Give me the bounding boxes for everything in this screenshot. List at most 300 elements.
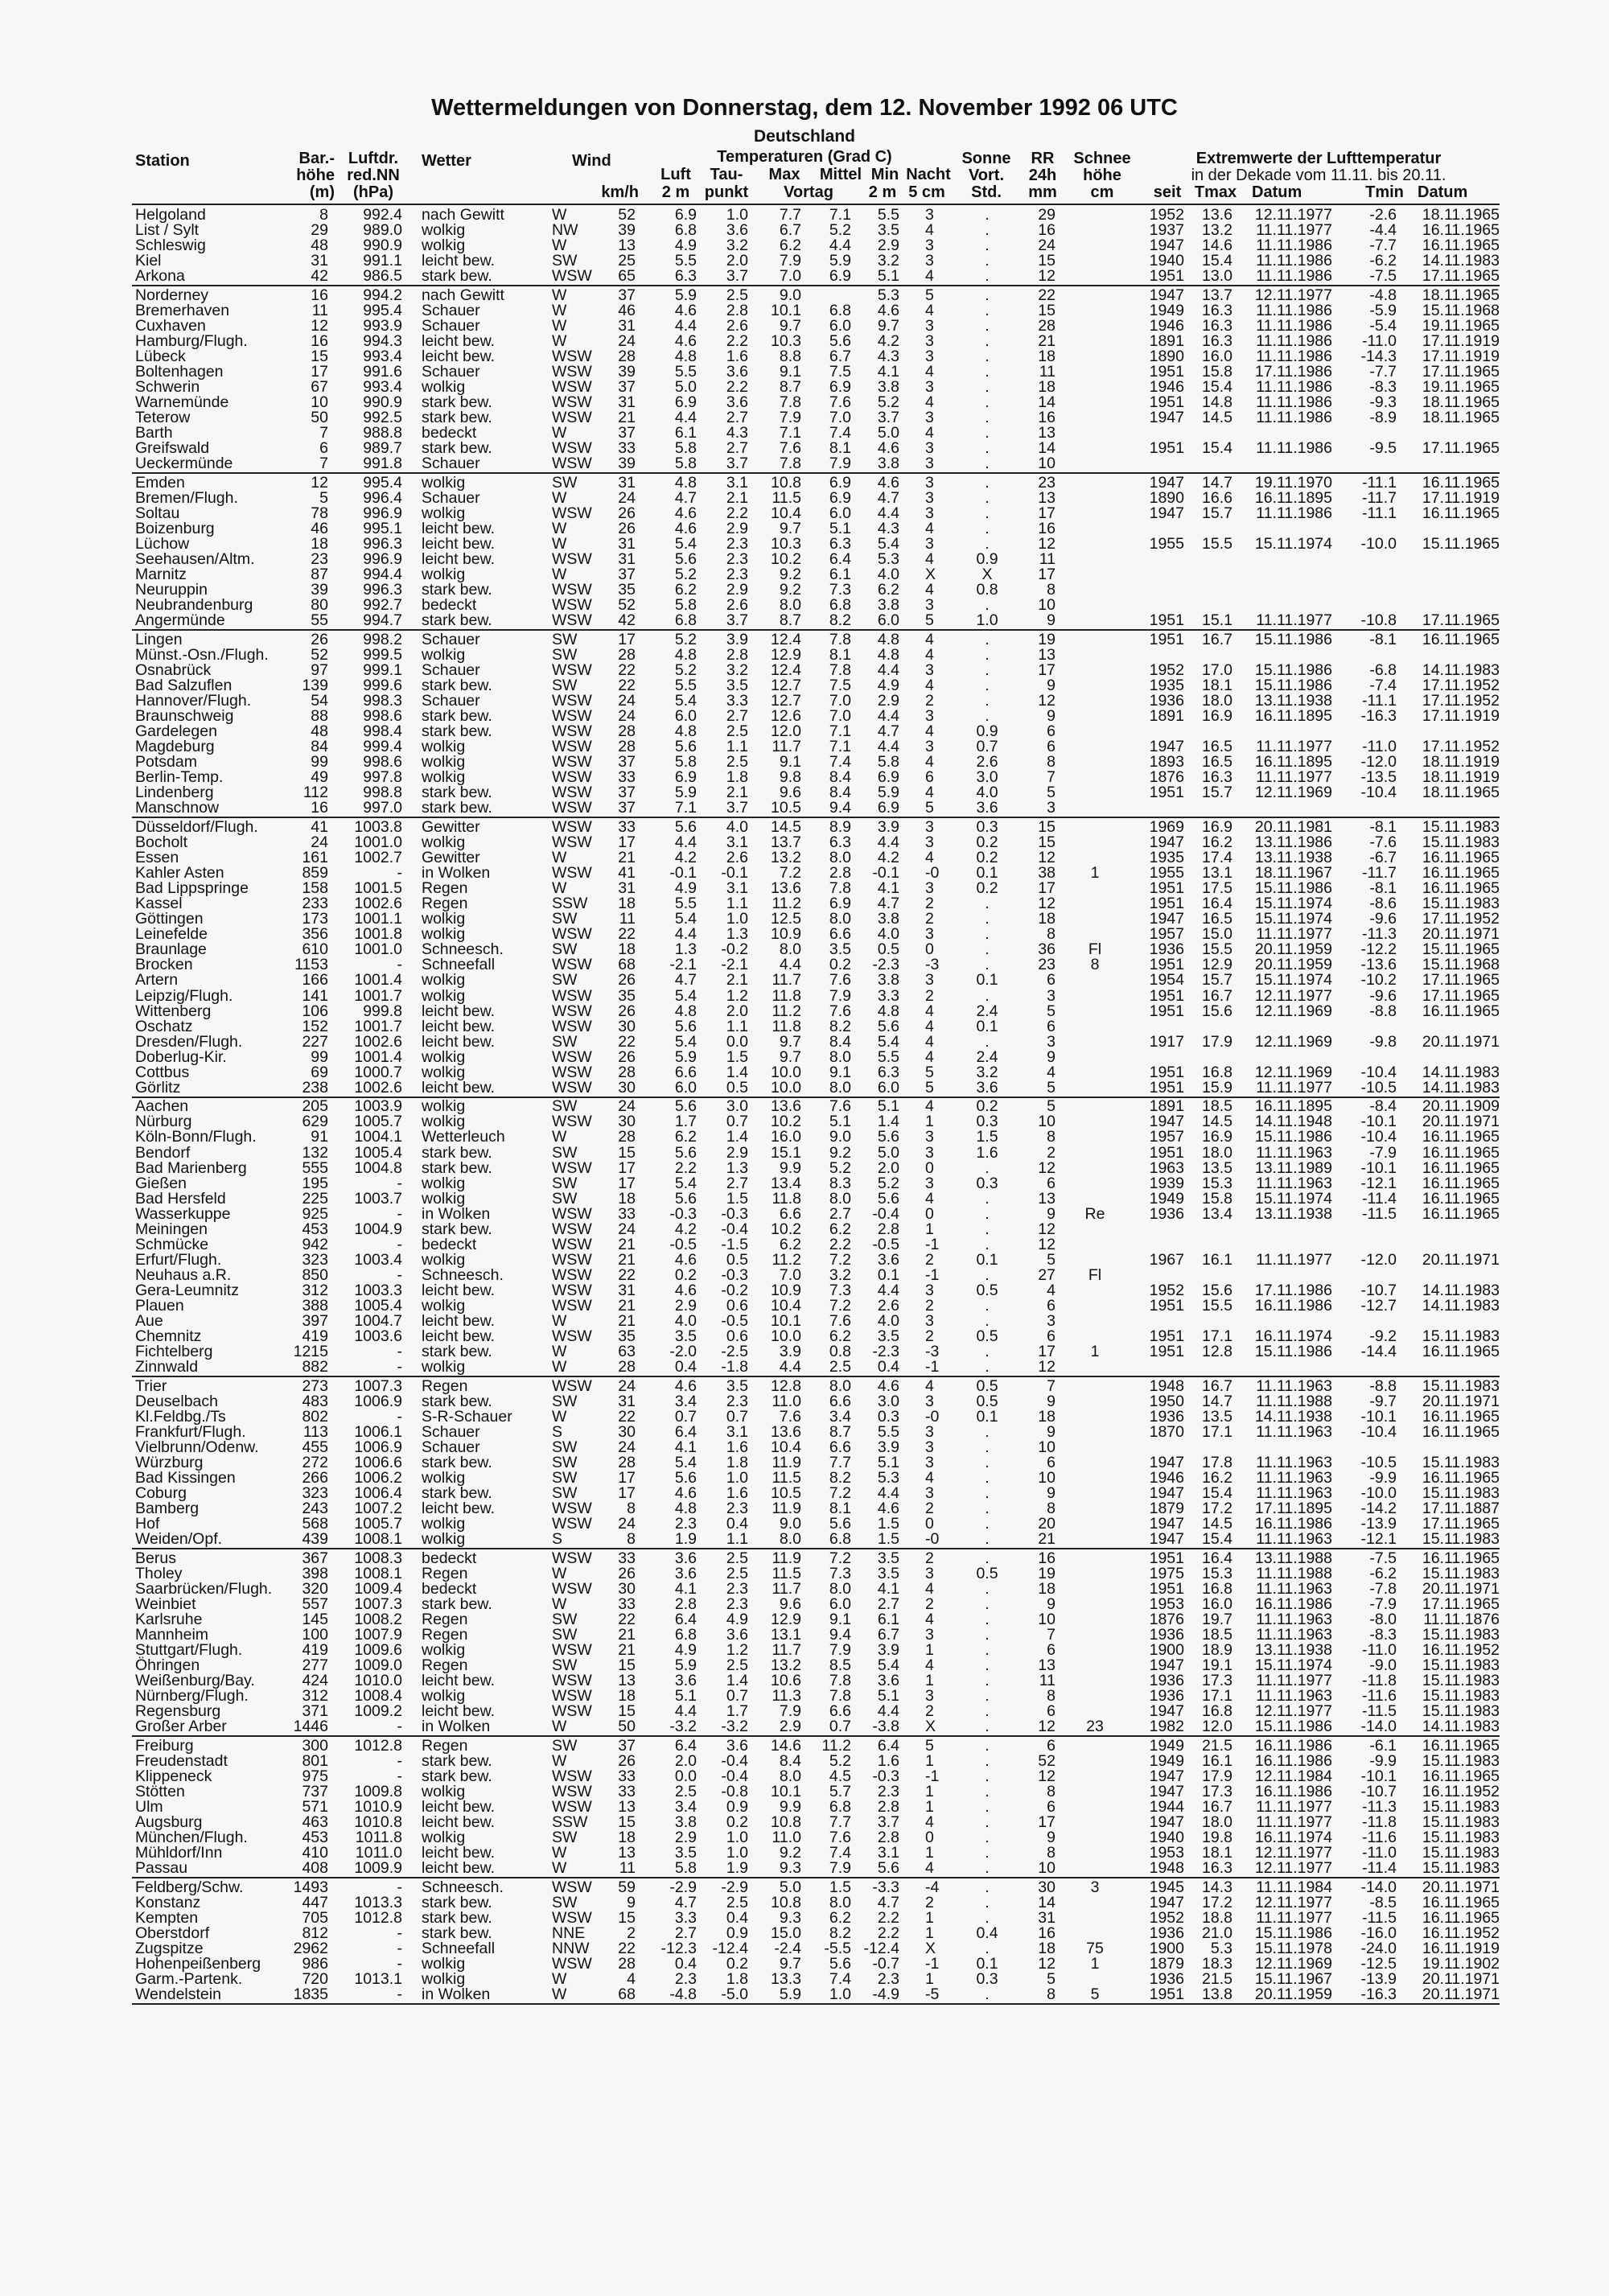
cell-min-5cm: 6 <box>925 768 934 787</box>
table-row <box>0 349 1609 364</box>
cell-luft: -12.3 <box>660 1940 697 1958</box>
header-luftdr-1: Luftdr. <box>348 150 399 167</box>
cell-station: Frankfurt/Flugh. <box>135 1422 246 1441</box>
cell-tmax: 12.8 <box>1202 1343 1232 1361</box>
cell-barhoehe: 100 <box>302 1626 328 1644</box>
cell-rr: 17 <box>1038 879 1056 898</box>
cell-station: Coburg <box>135 1484 187 1503</box>
cell-taupunkt: 3.5 <box>726 1376 748 1395</box>
cell-seit: 1940 <box>1149 1829 1184 1847</box>
cell-taupunkt: 2.5 <box>726 1564 748 1582</box>
cell-rr: 21 <box>1038 1530 1056 1549</box>
cell-barhoehe: 12 <box>311 316 328 335</box>
cell-tmin: -10.7 <box>1360 1281 1397 1299</box>
header-barhoehe-1: Bar.- <box>298 150 335 167</box>
cell-min-2m: 2.2 <box>877 1924 899 1942</box>
cell-taupunkt: 1.6 <box>726 1438 748 1456</box>
cell-wind-speed: 22 <box>618 1407 636 1426</box>
cell-wind-speed: 15 <box>618 1702 636 1721</box>
cell-wetter: Regen <box>422 1611 468 1628</box>
cell-sonne: . <box>985 1751 990 1770</box>
cell-luft: 6.9 <box>674 206 697 224</box>
cell-mittel: 8.5 <box>829 1656 851 1675</box>
cell-wetter: stark bew. <box>422 677 492 694</box>
cell-seit: 1951 <box>1149 1985 1184 2004</box>
cell-min-2m: 4.4 <box>877 1702 899 1721</box>
cell-wind-speed: 13 <box>618 1672 636 1690</box>
cell-tmin-datum: 14.11.1983 <box>1422 1281 1500 1299</box>
cell-tmin: -11.6 <box>1362 1687 1397 1706</box>
cell-wind-speed: 8 <box>627 1530 636 1549</box>
cell-tmax: 16.8 <box>1202 1063 1232 1081</box>
cell-min-5cm: 3 <box>925 252 934 270</box>
cell-seit: 1948 <box>1149 1859 1184 1878</box>
cell-wetter: S-R-Schauer <box>422 1407 512 1426</box>
cell-barhoehe: 568 <box>302 1515 328 1533</box>
cell-wind-speed: 4 <box>627 1970 636 1989</box>
cell-tmin: -11.1 <box>1362 473 1397 492</box>
cell-mittel: 7.8 <box>829 1687 851 1706</box>
cell-wetter: leicht bew. <box>422 1813 496 1832</box>
cell-station: Warnemünde <box>135 393 229 412</box>
cell-wetter: leicht bew. <box>422 550 496 569</box>
cell-station: Stötten <box>135 1783 185 1800</box>
cell-taupunkt: 2.2 <box>726 331 748 350</box>
cell-max-vortag: 10.1 <box>771 1312 801 1330</box>
cell-wind-dir: WSW <box>552 1955 592 1973</box>
cell-barhoehe: 23 <box>311 550 328 569</box>
cell-taupunkt: 3.7 <box>726 455 748 473</box>
cell-luft: 2.3 <box>674 1515 697 1533</box>
cell-luft: 5.5 <box>674 677 697 694</box>
cell-min-5cm: 4 <box>925 645 934 664</box>
cell-luftdruck: 1006.2 <box>354 1469 402 1487</box>
cell-barhoehe: 801 <box>302 1751 328 1770</box>
cell-tmax: 13.5 <box>1202 1407 1232 1426</box>
cell-mittel: 8.7 <box>829 1422 851 1441</box>
cell-seit: 1891 <box>1149 1097 1184 1116</box>
cell-min-2m: 5.8 <box>877 753 899 772</box>
cell-barhoehe: 16 <box>311 286 328 304</box>
cell-seit: 1947 <box>1149 1484 1184 1503</box>
cell-station: Wasserkuppe <box>135 1204 231 1223</box>
cell-wetter: Schauer <box>422 1438 480 1456</box>
cell-max-vortag: 6.2 <box>779 1235 801 1253</box>
table-row <box>0 1455 1609 1471</box>
cell-rr: 15 <box>1038 833 1056 851</box>
cell-mittel: 6.6 <box>829 1392 851 1410</box>
cell-tmin-datum: 17.11.1919 <box>1422 348 1500 365</box>
cell-rr: 3 <box>1047 1312 1056 1330</box>
cell-tmax: 16.8 <box>1202 1579 1232 1598</box>
cell-luft: 6.9 <box>674 393 697 412</box>
cell-rr: 12 <box>1038 267 1056 286</box>
cell-min-2m: 4.7 <box>877 722 899 741</box>
cell-luft: 6.8 <box>674 611 697 630</box>
cell-max-vortag: 11.8 <box>772 1189 801 1208</box>
cell-wind-dir: WSW <box>552 784 592 802</box>
cell-rr: 12 <box>1038 895 1056 913</box>
cell-wind-speed: 37 <box>618 799 636 817</box>
cell-luft: 6.8 <box>674 1626 697 1644</box>
cell-luftdruck: 1001.0 <box>354 833 402 851</box>
cell-wind-speed: 30 <box>618 1017 636 1035</box>
cell-wind-dir: SW <box>552 1454 578 1471</box>
cell-luft: 4.8 <box>674 1002 697 1020</box>
cell-tmin-datum: 16.11.1965 <box>1422 1736 1500 1755</box>
cell-max-vortag: 10.4 <box>771 1297 801 1315</box>
cell-tmax: 17.1 <box>1202 1687 1232 1706</box>
cell-station: Karlsruhe <box>135 1611 203 1628</box>
cell-min-2m: 5.2 <box>877 393 899 412</box>
cell-barhoehe: 11 <box>311 301 328 319</box>
cell-min-5cm: 3 <box>925 1422 934 1441</box>
cell-station: Osnabrück <box>135 660 212 679</box>
cell-luft: -2.1 <box>669 956 697 974</box>
cell-tmax: 18.0 <box>1202 1813 1232 1832</box>
cell-station: Barth <box>135 424 173 442</box>
cell-max-vortag: 9.7 <box>779 316 801 335</box>
cell-taupunkt: 2.3 <box>726 566 748 584</box>
cell-luftdruck: 1002.6 <box>354 895 402 913</box>
cell-wind-speed: 37 <box>618 753 636 772</box>
cell-min-2m: 4.6 <box>877 473 899 492</box>
cell-min-5cm: 3 <box>925 1174 934 1192</box>
cell-tmin-datum: 17.11.1965 <box>1422 1515 1500 1533</box>
cell-luftdruck: 1006.1 <box>354 1422 402 1441</box>
cell-tmax-datum: 11.11.1977 <box>1256 1078 1332 1097</box>
cell-max-vortag: 7.8 <box>779 455 801 473</box>
cell-luft: 3.3 <box>674 1908 697 1927</box>
cell-tmax-datum: 11.11.1977 <box>1256 1250 1332 1269</box>
cell-sonne: . <box>985 1767 990 1785</box>
cell-wind-speed: 26 <box>618 1002 636 1020</box>
cell-wetter: in Wolken <box>422 864 491 883</box>
cell-max-vortag: 10.2 <box>771 550 801 569</box>
cell-station: Feldberg/Schw. <box>135 1878 244 1896</box>
cell-tmin: -10.4 <box>1360 1422 1397 1441</box>
cell-min-5cm: 0 <box>925 1829 934 1847</box>
cell-min-2m: 4.6 <box>877 1376 899 1395</box>
cell-min-5cm: 4 <box>925 1097 934 1116</box>
cell-barhoehe: 7 <box>319 455 328 473</box>
cell-luftdruck: 995.4 <box>363 301 402 319</box>
header-station: Station <box>135 152 190 170</box>
cell-luftdruck: 996.9 <box>363 504 402 522</box>
cell-rr: 23 <box>1038 473 1056 492</box>
cell-tmax-datum: 11.11.1977 <box>1256 768 1332 787</box>
cell-station: Essen <box>135 849 179 866</box>
cell-tmin: -10.2 <box>1360 971 1397 990</box>
cell-tmin: -11.4 <box>1362 1189 1397 1208</box>
cell-tmin-datum: 16.11.1965 <box>1422 1549 1500 1567</box>
cell-min-2m: 3.8 <box>877 910 899 928</box>
cell-station: Oschatz <box>135 1017 193 1035</box>
cell-luftdruck: 1001.4 <box>354 1047 402 1066</box>
cell-tmin: -6.1 <box>1369 1736 1397 1755</box>
cell-rr: 10 <box>1038 1469 1056 1487</box>
cell-tmax-datum: 11.11.1986 <box>1256 301 1332 319</box>
cell-min-5cm: 4 <box>925 424 934 442</box>
cell-wind-dir: WSW <box>552 1220 592 1238</box>
cell-tmin-datum: 20.11.1971 <box>1422 1970 1500 1989</box>
table-row <box>0 303 1609 319</box>
cell-luft: 5.9 <box>674 286 697 304</box>
cell-rr: 13 <box>1038 1656 1056 1675</box>
cell-seit: 1935 <box>1149 849 1184 866</box>
cell-luft: 4.4 <box>674 1702 697 1721</box>
cell-tmin-datum: 18.11.1965 <box>1422 393 1500 412</box>
cell-tmin-datum: 15.11.1983 <box>1422 895 1500 913</box>
cell-min-2m: 4.4 <box>877 707 899 726</box>
cell-luftdruck: 1000.7 <box>354 1063 402 1081</box>
cell-taupunkt: -0.5 <box>721 1312 748 1330</box>
cell-min-2m: 6.4 <box>877 1736 899 1755</box>
cell-seit: 1890 <box>1149 348 1184 365</box>
cell-seit: 1954 <box>1149 971 1184 990</box>
cell-tmax: 13.0 <box>1202 267 1232 286</box>
cell-wind-speed: 24 <box>618 707 636 726</box>
cell-tmin-datum: 16.11.1965 <box>1422 473 1500 492</box>
cell-barhoehe: 112 <box>302 784 328 802</box>
cell-max-vortag: 11.7 <box>772 1641 801 1660</box>
table-row <box>0 645 1609 664</box>
cell-tmax-datum: 11.11.1986 <box>1256 267 1332 286</box>
cell-min-5cm: 4 <box>925 1813 934 1832</box>
cell-tmin: -13.9 <box>1360 1970 1397 1989</box>
cell-seit: 1951 <box>1149 267 1184 286</box>
cell-min-2m: 3.7 <box>877 409 899 427</box>
cell-wind-dir: WSW <box>552 1204 592 1223</box>
cell-max-vortag: 11.5 <box>772 1469 801 1487</box>
cell-tmax: 16.9 <box>1202 707 1232 726</box>
cell-tmax: 15.7 <box>1202 504 1232 522</box>
cell-luft: 4.4 <box>674 925 697 944</box>
cell-sonne: . <box>985 1312 990 1330</box>
cell-wetter: leicht bew. <box>422 1859 496 1878</box>
cell-tmin-datum: 16.11.1965 <box>1422 1158 1500 1177</box>
cell-wind-dir: WSW <box>552 439 592 458</box>
cell-taupunkt: 3.6 <box>726 221 748 240</box>
cell-taupunkt: 2.5 <box>726 722 748 741</box>
group-divider <box>132 2003 1500 2005</box>
cell-tmax-datum: 13.11.1938 <box>1254 692 1332 710</box>
cell-rr: 4 <box>1047 1063 1056 1081</box>
cell-luftdruck: - <box>397 1174 402 1192</box>
cell-max-vortag: 7.0 <box>779 1265 801 1284</box>
cell-sonne: 1.5 <box>976 1128 998 1146</box>
cell-wind-speed: 24 <box>618 692 636 710</box>
cell-tmin: -9.6 <box>1369 986 1397 1005</box>
cell-sonne: . <box>985 1189 990 1208</box>
cell-barhoehe: 705 <box>302 1908 328 1927</box>
cell-wind-dir: W <box>552 1751 567 1770</box>
cell-tmax-datum: 15.11.1986 <box>1254 879 1332 898</box>
cell-max-vortag: 10.5 <box>771 1484 801 1503</box>
cell-tmax-datum: 11.11.1963 <box>1256 1469 1332 1487</box>
cell-station: Garm.-Partenk. <box>135 1970 243 1989</box>
cell-tmax-datum: 15.11.1974 <box>1254 1656 1332 1675</box>
cell-luftdruck: 988.8 <box>363 424 402 442</box>
cell-luftdruck: 996.3 <box>363 535 402 553</box>
cell-taupunkt: 0.7 <box>726 1687 748 1706</box>
cell-tmax-datum: 16.11.1986 <box>1254 1594 1332 1613</box>
cell-mittel: 5.2 <box>829 221 851 240</box>
cell-luftdruck: 1009.6 <box>354 1641 402 1660</box>
cell-rr: 22 <box>1038 286 1056 304</box>
cell-rr: 18 <box>1038 910 1056 928</box>
cell-max-vortag: 4.4 <box>779 1358 801 1376</box>
cell-wind-speed: 33 <box>618 817 636 836</box>
cell-luft: 5.5 <box>674 895 697 913</box>
cell-luft: 5.6 <box>674 1017 697 1035</box>
cell-tmax-datum: 11.11.1988 <box>1256 1564 1332 1582</box>
cell-luftdruck: 996.4 <box>363 488 402 507</box>
cell-seit: 1946 <box>1149 1469 1184 1487</box>
cell-tmax-datum: 11.11.1977 <box>1256 738 1332 756</box>
cell-luftdruck: 999.4 <box>363 738 402 756</box>
cell-tmin: -9.5 <box>1369 439 1397 458</box>
table-row <box>0 395 1609 410</box>
cell-sonne: . <box>985 221 990 240</box>
cell-min-5cm: 4 <box>925 630 934 648</box>
cell-max-vortag: 9.3 <box>779 1908 801 1927</box>
cell-max-vortag: 8.4 <box>779 1751 801 1770</box>
cell-max-vortag: 11.3 <box>772 1687 801 1706</box>
cell-sonne: 0.9 <box>976 550 998 569</box>
cell-wind-speed: 11 <box>619 1859 636 1878</box>
cell-barhoehe: 84 <box>311 738 328 756</box>
cell-min-5cm: 2 <box>925 1702 934 1721</box>
cell-sonne: 0.7 <box>976 738 998 756</box>
cell-tmin-datum: 15.11.1965 <box>1422 535 1500 553</box>
cell-wetter: bedeckt <box>422 596 477 615</box>
cell-luft: 4.6 <box>674 504 697 522</box>
cell-wetter: stark bew. <box>422 707 492 726</box>
cell-rr: 8 <box>1047 1844 1056 1862</box>
cell-seit: 1937 <box>1149 221 1184 240</box>
cell-taupunkt: 3.6 <box>726 1736 748 1755</box>
cell-tmax-datum: 11.11.1963 <box>1256 1174 1332 1192</box>
cell-luft: 4.1 <box>674 1579 697 1598</box>
cell-wind-dir: SW <box>552 473 578 492</box>
cell-tmax-datum: 12.11.1977 <box>1254 1702 1332 1721</box>
cell-wetter: wolkig <box>422 768 466 787</box>
cell-luft: 4.7 <box>674 1893 697 1911</box>
cell-luftdruck: 1003.7 <box>354 1189 402 1208</box>
cell-mittel: -5.5 <box>824 1940 851 1958</box>
cell-taupunkt: 1.8 <box>726 1454 748 1471</box>
cell-min-5cm: 2 <box>925 692 934 710</box>
cell-tmin: -7.9 <box>1369 1594 1397 1613</box>
cell-wetter: wolkig <box>422 753 466 772</box>
header-sonne-3: Std. <box>971 183 1002 201</box>
cell-taupunkt: 0.4 <box>726 1515 748 1533</box>
cell-rr: 10 <box>1038 1438 1056 1456</box>
cell-taupunkt: 2.0 <box>726 1002 748 1020</box>
cell-luft: -0.1 <box>669 864 697 883</box>
cell-barhoehe: 145 <box>302 1611 328 1628</box>
cell-rr: 6 <box>1047 1454 1056 1471</box>
cell-barhoehe: 419 <box>302 1327 328 1346</box>
cell-luft: 4.6 <box>674 1484 697 1503</box>
cell-wetter: Schauer <box>422 660 480 679</box>
cell-max-vortag: 11.0 <box>772 1392 801 1410</box>
cell-min-5cm: 3 <box>925 1143 934 1162</box>
cell-schnee: 1 <box>1090 1955 1100 1973</box>
cell-mittel: 5.6 <box>829 1955 851 1973</box>
cell-tmin-datum: 16.11.1965 <box>1422 1767 1500 1785</box>
cell-schnee: 75 <box>1086 1940 1104 1958</box>
cell-barhoehe: 55 <box>311 611 328 630</box>
cell-wind-dir: W <box>552 520 567 537</box>
cell-max-vortag: 15.1 <box>771 1143 801 1162</box>
cell-tmin: -16.3 <box>1360 1985 1397 2004</box>
cell-station: Klippeneck <box>135 1767 212 1785</box>
cell-min-2m: 5.6 <box>877 1859 899 1878</box>
cell-max-vortag: 14.5 <box>771 817 801 836</box>
cell-station: Würzburg <box>135 1454 204 1471</box>
cell-taupunkt: 1.6 <box>726 348 748 365</box>
cell-barhoehe: 29 <box>311 221 328 240</box>
cell-min-2m: 3.3 <box>877 986 899 1005</box>
cell-mittel: 9.1 <box>829 1611 851 1628</box>
cell-sonne: . <box>985 252 990 270</box>
cell-taupunkt: 0.7 <box>726 1407 748 1426</box>
cell-tmin: -8.8 <box>1369 1376 1397 1395</box>
table-row <box>0 881 1609 896</box>
cell-mittel: 8.2 <box>829 1469 851 1487</box>
cell-wind-dir: WSW <box>552 596 592 615</box>
cell-min-2m: -0.7 <box>872 1955 899 1973</box>
cell-mittel: 6.8 <box>829 301 851 319</box>
cell-taupunkt: -0.4 <box>721 1751 748 1770</box>
cell-tmin-datum: 15.11.1983 <box>1422 1751 1500 1770</box>
cell-tmax: 15.6 <box>1202 1002 1232 1020</box>
cell-wind-dir: WSW <box>552 1783 592 1800</box>
cell-wetter: bedeckt <box>422 1579 477 1598</box>
cell-station: Vielbrunn/Odenw. <box>135 1438 259 1456</box>
cell-tmax-datum: 11.11.1963 <box>1256 1484 1332 1503</box>
cell-station: Braunschweig <box>135 707 234 726</box>
cell-station: Schmücke <box>135 1235 209 1253</box>
cell-min-2m: 6.1 <box>877 1611 899 1628</box>
cell-wind-speed: 31 <box>618 879 636 898</box>
cell-min-5cm: -1 <box>925 1955 940 1973</box>
cell-seit: 1949 <box>1149 1736 1184 1755</box>
cell-tmax-datum: 13.11.1989 <box>1254 1158 1332 1177</box>
cell-sonne: 4.0 <box>976 784 998 802</box>
cell-luftdruck: - <box>397 1718 402 1736</box>
cell-barhoehe: 48 <box>311 722 328 741</box>
cell-seit: 1951 <box>1149 611 1184 630</box>
cell-mittel: 3.2 <box>829 1265 851 1284</box>
cell-tmin-datum: 15.11.1983 <box>1422 1376 1500 1395</box>
cell-tmax: 21.5 <box>1202 1736 1232 1755</box>
cell-mittel: 8.1 <box>829 1500 851 1518</box>
cell-luft: 6.2 <box>674 581 697 599</box>
cell-wetter: wolkig <box>422 1047 466 1066</box>
cell-wind-dir: SW <box>552 1736 578 1755</box>
cell-wind-dir: SW <box>552 1626 578 1644</box>
cell-rr: 8 <box>1047 1783 1056 1800</box>
cell-tmin-datum: 15.11.1983 <box>1422 1672 1500 1690</box>
cell-min-5cm: 3 <box>925 331 934 350</box>
table-row <box>0 1222 1609 1237</box>
cell-station: Münst.-Osn./Flugh. <box>135 645 269 664</box>
cell-luftdruck: 994.4 <box>363 566 402 584</box>
cell-taupunkt: 3.7 <box>726 611 748 630</box>
